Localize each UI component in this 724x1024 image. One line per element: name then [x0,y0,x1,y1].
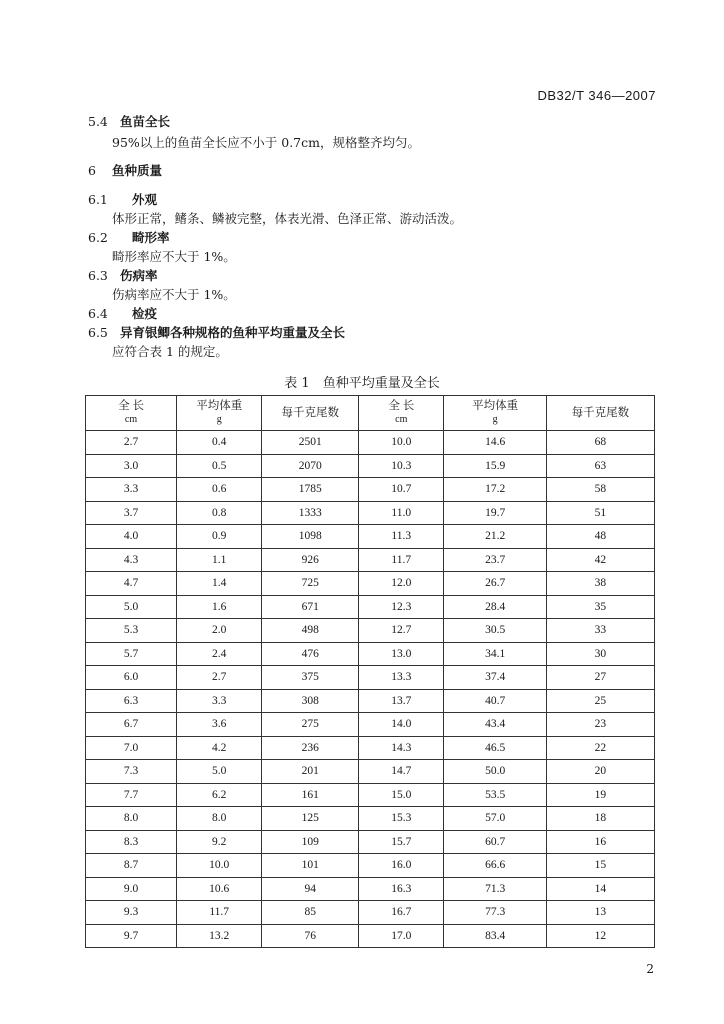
table-cell: 42 [546,548,654,572]
section-6-2 [88,228,170,246]
table-cell: 11.7 [177,901,262,925]
table-cell: 7.7 [86,783,177,807]
table-cell: 46.5 [444,736,546,760]
table-cell: 0.9 [177,525,262,549]
paragraph: 95%以上的鱼苗全长应不小于 0.7cm，规格整齐均匀。 [112,135,420,150]
table-cell: 51 [546,501,654,525]
table-cell: 12.7 [359,619,444,643]
table-cell: 12.3 [359,595,444,619]
paragraph: 伤病率应不大于 1%。 [112,287,236,302]
section-6-3 [88,266,158,284]
table-cell: 4.2 [177,736,262,760]
section-title: 检疫 [132,306,158,321]
table-cell: 161 [262,783,359,807]
table-cell: 16.7 [359,901,444,925]
table-title: 表 1 鱼种平均重量及全长 [284,376,440,391]
table-cell: 2501 [262,431,359,455]
section-title: 畸形率 [132,230,170,245]
table-cell: 13.0 [359,642,444,666]
table-cell: 8.7 [86,854,177,878]
table-cell: 66.6 [444,854,546,878]
table-cell: 11.0 [359,501,444,525]
table-cell: 12 [546,924,654,948]
table-cell: 4.3 [86,548,177,572]
table-row [86,877,655,901]
table-cell: 13.7 [359,689,444,713]
table-cell: 6.2 [177,783,262,807]
table-cell: 101 [262,854,359,878]
table-cell: 0.4 [177,431,262,455]
col-header-length-1: 全 长 cm [86,396,177,431]
col-header-count-1: 每千克尾数 [262,396,359,431]
table-cell: 3.7 [86,501,177,525]
table-cell: 926 [262,548,359,572]
table-cell: 308 [262,689,359,713]
table-cell: 15.0 [359,783,444,807]
table-cell: 15.3 [359,807,444,831]
table-cell: 3.0 [86,454,177,478]
table-cell: 0.5 [177,454,262,478]
table-cell: 5.7 [86,642,177,666]
table-cell: 33 [546,619,654,643]
table-cell: 14.7 [359,760,444,784]
table-cell: 38 [546,572,654,596]
table-cell: 26.7 [444,572,546,596]
table-cell: 6.0 [86,666,177,690]
table-row [86,478,655,502]
table-row [86,595,655,619]
table-cell: 1098 [262,525,359,549]
table-row [86,501,655,525]
table-cell: 0.6 [177,478,262,502]
table-row [86,525,655,549]
table-cell: 13 [546,901,654,925]
paragraph: 畸形率应不大于 1%。 [112,249,236,264]
section-title: 鱼苗全长 [120,114,171,129]
table-cell: 9.2 [177,830,262,854]
table-cell: 18 [546,807,654,831]
table-cell: 19 [546,783,654,807]
table-cell: 476 [262,642,359,666]
table-cell: 48 [546,525,654,549]
table-cell: 37.4 [444,666,546,690]
table-row [86,454,655,478]
table-cell: 725 [262,572,359,596]
section-number: 6 [88,163,96,178]
table-row [86,689,655,713]
table-cell: 50.0 [444,760,546,784]
table-cell: 58 [546,478,654,502]
table-cell: 30 [546,642,654,666]
col-header-length-2: 全 长 cm [359,396,444,431]
table-cell: 1.1 [177,548,262,572]
table-cell: 10.0 [359,431,444,455]
table-row [86,901,655,925]
table-cell: 34.1 [444,642,546,666]
table-cell: 11.7 [359,548,444,572]
table-cell: 8.0 [177,807,262,831]
fish-weight-table [85,395,655,948]
section-title: 伤病率 [120,268,158,283]
section-title: 外观 [132,192,158,207]
section-6-1 [88,190,157,208]
section-title: 鱼种质量 [112,163,163,178]
table-cell: 1.4 [177,572,262,596]
table-cell: 5.0 [86,595,177,619]
table-row [86,830,655,854]
table-row [86,924,655,948]
table-cell: 9.7 [86,924,177,948]
table-row [86,431,655,455]
paragraph: 体形正常，鳍条、鳞被完整，体表光滑、色泽正常、游动活泼。 [112,211,463,226]
table-cell: 275 [262,713,359,737]
table-row [86,760,655,784]
col-header-weight-2: 平均体重 g [444,396,546,431]
table-cell: 30.5 [444,619,546,643]
table-cell: 7.0 [86,736,177,760]
table-cell: 2.0 [177,619,262,643]
table-cell: 375 [262,666,359,690]
table-cell: 1785 [262,478,359,502]
section-5-4 [88,112,170,130]
table-row [86,783,655,807]
table-cell: 2.7 [86,431,177,455]
table-row [86,854,655,878]
table-cell: 35 [546,595,654,619]
table-cell: 10.6 [177,877,262,901]
table-cell: 10.3 [359,454,444,478]
col-header-count-2: 每千克尾数 [546,396,654,431]
table-cell: 14.3 [359,736,444,760]
table-cell: 10.7 [359,478,444,502]
table-cell: 2070 [262,454,359,478]
table-cell: 22 [546,736,654,760]
table-cell: 40.7 [444,689,546,713]
table-cell: 27 [546,666,654,690]
table-cell: 1.6 [177,595,262,619]
table-cell: 15.7 [359,830,444,854]
table-cell: 25 [546,689,654,713]
table-cell: 3.3 [177,689,262,713]
table-row [86,642,655,666]
table-cell: 10.0 [177,854,262,878]
table-cell: 16.3 [359,877,444,901]
table-row [86,666,655,690]
table-cell: 13.2 [177,924,262,948]
table-cell: 14.6 [444,431,546,455]
table-cell: 23 [546,713,654,737]
section-6 [88,161,162,179]
table-cell: 4.7 [86,572,177,596]
table-cell: 8.3 [86,830,177,854]
table-cell: 14.0 [359,713,444,737]
section-number: 6.2 [88,230,108,245]
section-6-5 [88,323,345,341]
table-cell: 0.8 [177,501,262,525]
table-cell: 16.0 [359,854,444,878]
table-cell: 60.7 [444,830,546,854]
table-cell: 17.0 [359,924,444,948]
table-cell: 2.7 [177,666,262,690]
table-header-row [86,396,655,431]
table-cell: 57.0 [444,807,546,831]
table-cell: 6.3 [86,689,177,713]
table-cell: 28.4 [444,595,546,619]
table-cell: 43.4 [444,713,546,737]
section-number: 5.4 [88,114,108,129]
table-cell: 83.4 [444,924,546,948]
table-cell: 13.3 [359,666,444,690]
section-number: 6.1 [88,192,108,207]
table-cell: 7.3 [86,760,177,784]
table-cell: 125 [262,807,359,831]
table-cell: 94 [262,877,359,901]
table-cell: 201 [262,760,359,784]
table-row [86,548,655,572]
table-cell: 109 [262,830,359,854]
table-cell: 8.0 [86,807,177,831]
page-number: 2 [646,962,654,976]
table-cell: 5.3 [86,619,177,643]
table-cell: 236 [262,736,359,760]
col-header-weight-1: 平均体重 g [177,396,262,431]
table-cell: 15.9 [444,454,546,478]
table-cell: 71.3 [444,877,546,901]
table-cell: 23.7 [444,548,546,572]
table-cell: 76 [262,924,359,948]
table-cell: 3.6 [177,713,262,737]
table-cell: 85 [262,901,359,925]
document-code: DB32/T 346—2007 [537,88,656,103]
table-cell: 498 [262,619,359,643]
section-number: 6.5 [88,325,108,340]
table-row [86,807,655,831]
table-cell: 671 [262,595,359,619]
table-row [86,619,655,643]
table-cell: 6.7 [86,713,177,737]
table-cell: 14 [546,877,654,901]
section-6-4 [88,304,157,322]
table-row [86,736,655,760]
table-cell: 68 [546,431,654,455]
table-cell: 11.3 [359,525,444,549]
table-cell: 16 [546,830,654,854]
table-cell: 5.0 [177,760,262,784]
table-cell: 15 [546,854,654,878]
section-number: 6.4 [88,306,108,321]
table-cell: 63 [546,454,654,478]
table-cell: 21.2 [444,525,546,549]
table-cell: 9.3 [86,901,177,925]
section-title: 异育银鲫各种规格的鱼种平均重量及全长 [120,325,346,340]
table-cell: 53.5 [444,783,546,807]
table-cell: 17.2 [444,478,546,502]
table-cell: 77.3 [444,901,546,925]
section-number: 6.3 [88,268,108,283]
table-row [86,713,655,737]
table-cell: 3.3 [86,478,177,502]
table-cell: 19.7 [444,501,546,525]
table-cell: 1333 [262,501,359,525]
table-cell: 20 [546,760,654,784]
table-cell: 12.0 [359,572,444,596]
table-cell: 2.4 [177,642,262,666]
paragraph: 应符合表 1 的规定。 [112,344,228,359]
table-row [86,572,655,596]
table-cell: 4.0 [86,525,177,549]
table-cell: 9.0 [86,877,177,901]
